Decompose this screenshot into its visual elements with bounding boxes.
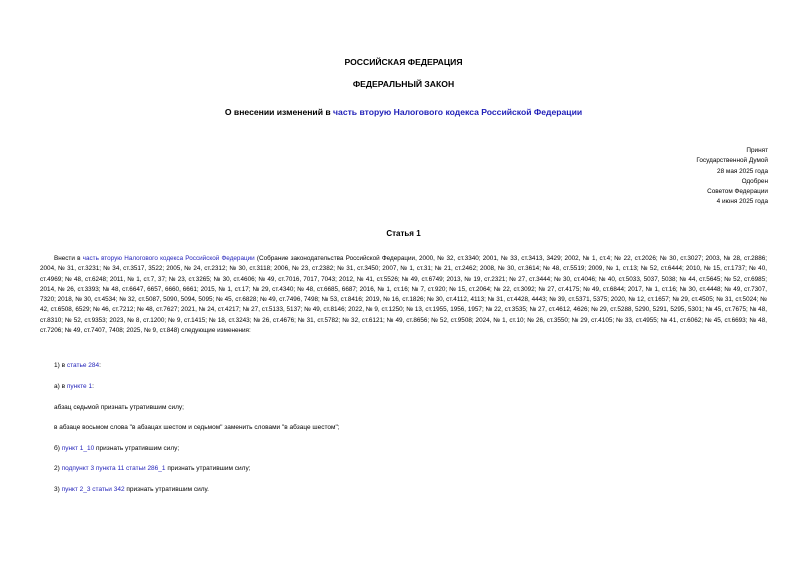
item-link[interactable]: пункте 1 [66,383,93,390]
law-title [0,107,807,117]
amendment-item-5 [54,444,179,453]
intro-rest: (Собрание законодательства Российской Федерации, 2000, № 32, ст.3340; 2001, № 33, ст.3413, 3429; 2002, № 1, ст.4; № 22, ст.2026; № 30, ст.3027; 2003, № 28, ст.2886; 2004, № 31, ст.3231; № 34, ст.3517, 3522; 2005, № 24, ст.2312; № 30, ст.3118; 2006, № 23, ст.2382; № 31, ст.3450; 2007, № 1, ст.31; № 21, ст.2462; 2008, № 30, ст.3614; № 48, ст.5519; 2009, № 1, ст.13; № 52, ст.6444; 2010, № 15, ст.1737; № 40, ст.4969; № 48, ст.6248; 2011, № 1, ст.7, 37; № 23, ст.3265; № 30, ст.4606; № 49, ст.7016, 7017, 7043; 2012, № 41, ст.5526; № 49, ст.6749; 2013, № 19, ст.2321; № 27, ст.3444; № 30, ст.4046; № 40, ст.5033, 5037, 5038; № 44, ст.5645; № 52, ст.6985; 2014, № 26, ст.3393; № 48, ст.6647, 6657, 6660, 6661; 2015, № 1, ст.17; № 29, ст.4340; № 48, ст.6685, 6687; 2016, № 1, ст.16; № 7, ст.920; № 15, ст.2064; № 22, ст.3092; № 27, ст.4175; № 49, ст.6844; 2017, № 1, ст.16; № 30, ст.4448; № 49, ст.7307, 7320; 2018, № 30, ст.4534; № 32, ст.5087, 5090, 5094, 5095; № 45, ст.6828; № 49, ст.7496, 7498; № 53, ст.8416; 2019, № 16, ст.1826; № 30, ст.4112, 4113; № 31, ст.4428, 4443; № 39, ст.5371, 5375; 2020, № 12, ст.1657; № 29, ст.4505; № 31, ст.5024; № 42, ст.6508, 6529; № 46, ст.7212; № 48, ст.7627; 2021, № 24, ст.4217; № 27, ст.5133, 5137; № 49, ст.8146; 2022, № 9, ст.1250; № 13, ст.1955, 1956, 1957; № 22, ст.3535; № 27, ст.4612, 4626; № 29, ст.5288, 5290, 5291, 5295, 5301; № 45, ст.7675; № 48, ст.8310; № 52, ст.9353; 2023, № 8, ст.1200; № 9, ст.1415; № 18, ст.3243; № 26, ст.4676; № 31, ст.5782; № 32, ст.6121; № 49, ст.8656; № 52, ст.9508; 2024, № 1, ст.10; № 26, ст.3550; № 29, ст.4105; № 33, ст.4955; № 41, ст.6062; № 45, ст.6693; № 48, ст.7206; № 49, ст.7407, 7408; 2025, № 9, ст.848) следующие изменения: [40,255,768,335]
amendment-item-1 [54,361,101,370]
adoption-line: 4 июня 2025 года [716,198,768,206]
item-text: признать утратившим силу; [165,465,251,472]
adoption-line: Советом Федерации [707,188,768,196]
amendment-item-2 [54,382,94,391]
amendment-item-4: в абзаце восьмом слова "в абзацах шестом и седьмом" заменить словами "в абзаце шестом"; [54,424,340,431]
item-link[interactable]: пункт 1_10 [61,445,95,452]
item-text: 1) в [54,362,67,369]
item-link[interactable]: статье 284 [66,362,100,369]
item-text: : [92,383,94,390]
item-link[interactable]: пункт 2_3 статьи 342 [61,486,125,493]
item-link[interactable]: подпункт 3 пункта 11 статьи 286_1 [61,465,166,472]
article-intro-paragraph [40,254,767,336]
law-title-prefix: О внесении изменений в [224,107,334,117]
intro-prefix: Внести в [54,255,83,262]
amendment-item-7 [54,485,209,494]
item-text: признать утратившим силу; [94,445,180,452]
item-text: : [99,362,101,369]
adoption-block [696,146,768,208]
federation-heading: РОССИЙСКАЯ ФЕДЕРАЦИЯ [344,57,463,67]
amendment-item-6 [54,464,251,473]
law-type-heading: ФЕДЕРАЛЬНЫЙ ЗАКОН [352,79,455,89]
intro-link[interactable]: часть вторую Налогового кодекса Российской Федерации [82,255,255,262]
item-text: б) [54,445,62,452]
item-text: 2) [54,465,62,472]
item-text: а) в [54,383,67,390]
article-heading: Статья 1 [386,229,421,238]
amendment-item-3: абзац седьмой признать утратившим силу; [54,404,184,411]
adoption-line: Государственной Думой [696,157,768,165]
adoption-line: Принят [746,147,768,154]
item-text: признать утратившим силу. [124,486,209,493]
adoption-line: Одобрен [741,177,768,185]
item-text: 3) [54,486,62,493]
adoption-line: 28 мая 2025 года [717,167,768,175]
law-title-link[interactable]: часть вторую Налогового кодекса Российской Федерации [333,107,583,117]
